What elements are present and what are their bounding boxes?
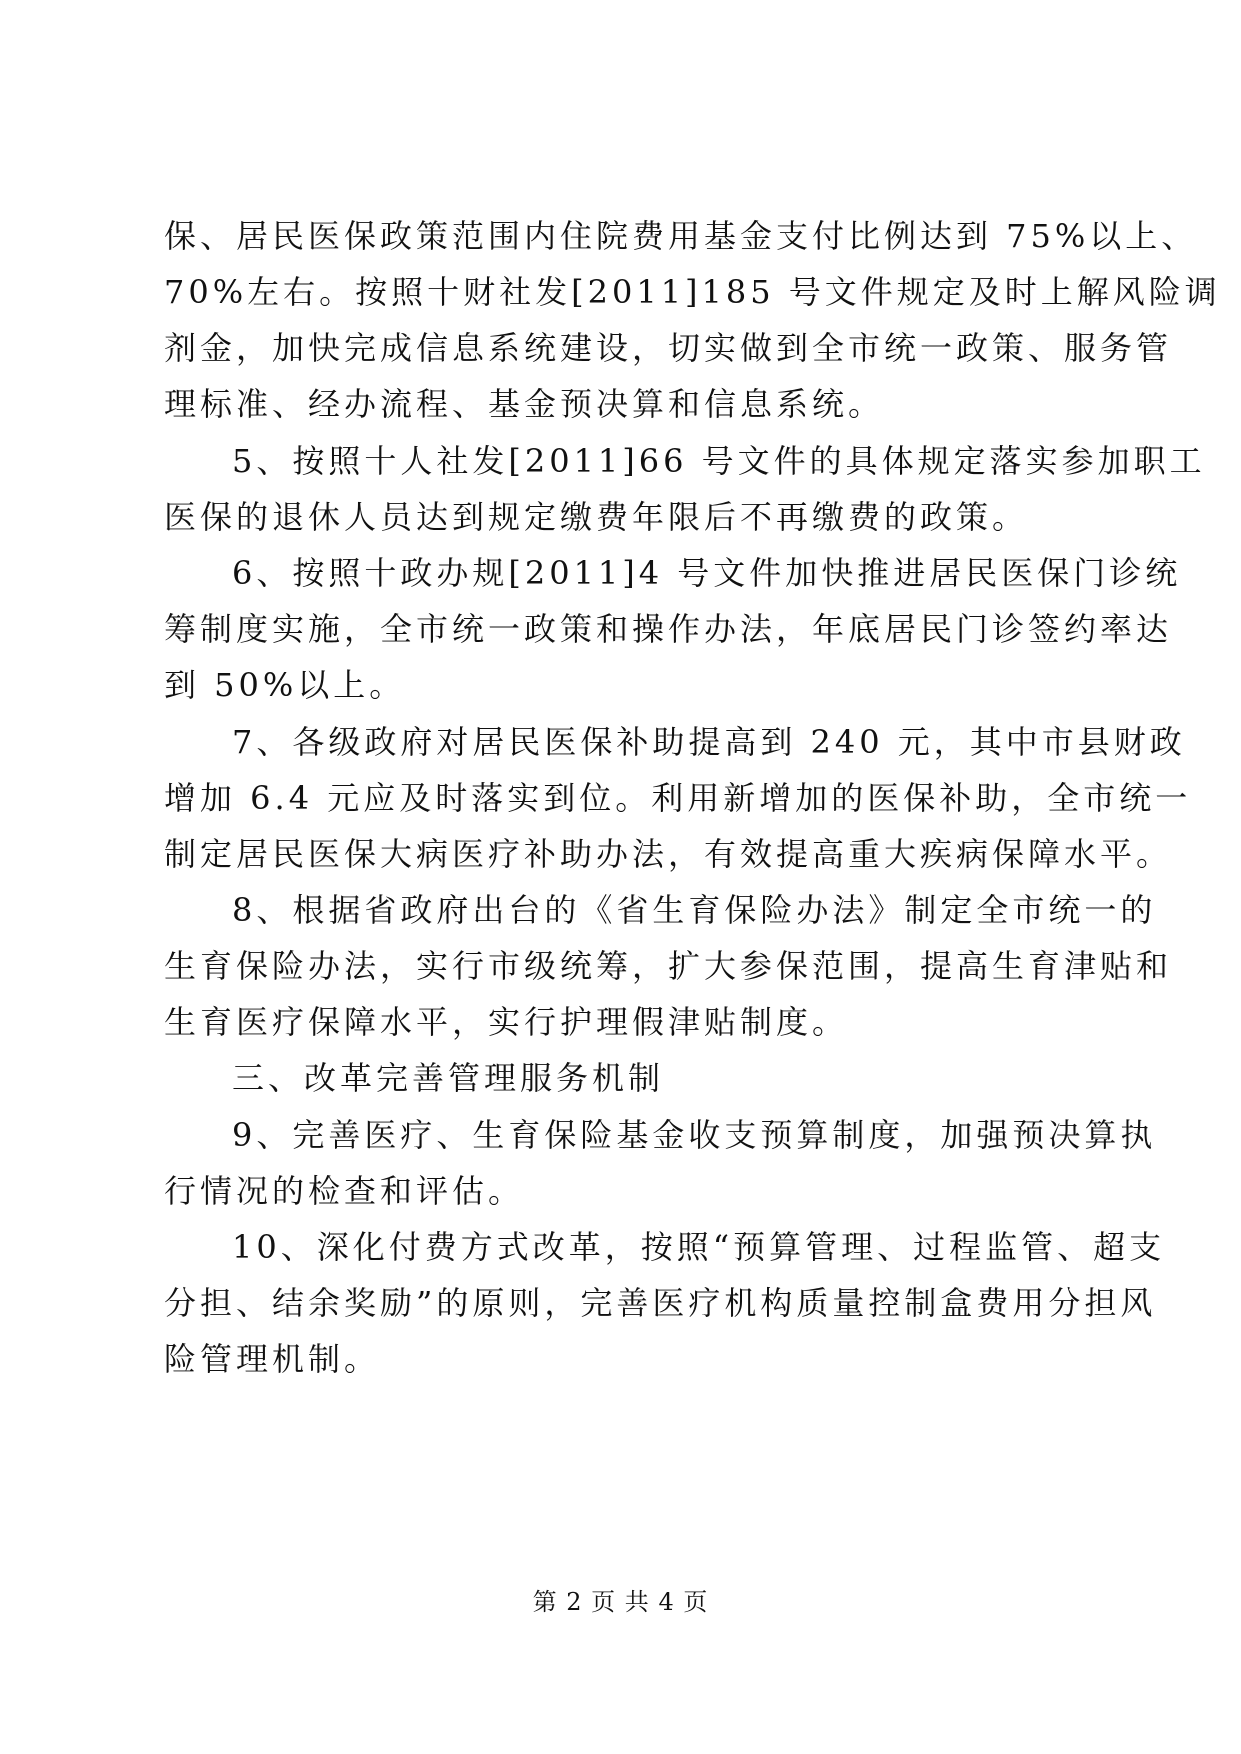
section-heading: 三、改革完善管理服务机制 xyxy=(232,1059,665,1097)
paragraph-8-line: 8、根据省政府出台的《省生育保险办法》制定全市统一的 xyxy=(232,891,1157,929)
body-text-line: 险管理机制。 xyxy=(164,1340,381,1378)
paragraph-6-line: 6、按照十政办规[2011]4 号文件加快推进居民医保门诊统 xyxy=(232,554,1182,592)
body-text-line: 制定居民医保大病医疗补助办法，有效提高重大疾病保障水平。 xyxy=(164,835,1173,873)
page-number-footer: 第 2 页 共 4 页 xyxy=(532,1588,709,1616)
body-text-line: 70%左右。按照十财社发[2011]185 号文件规定及时上解风险调 xyxy=(164,273,1221,311)
paragraph-5-line: 5、按照十人社发[2011]66 号文件的具体规定落实参加职工 xyxy=(232,442,1206,480)
body-text-line: 生育保险办法，实行市级统筹，扩大参保范围，提高生育津贴和 xyxy=(164,947,1173,985)
body-text-line: 筹制度实施，全市统一政策和操作办法，年底居民门诊签约率达 xyxy=(164,610,1173,648)
body-text-line: 生育医疗保障水平，实行护理假津贴制度。 xyxy=(164,1003,849,1041)
body-text-line: 到 50%以上。 xyxy=(164,666,406,704)
body-text-line: 保、居民医保政策范围内住院费用基金支付比例达到 75%以上、 xyxy=(164,217,1198,255)
body-text-line: 理标准、经办流程、基金预决算和信息系统。 xyxy=(164,385,885,423)
paragraph-7-line: 7、各级政府对居民医保补助提高到 240 元，其中市县财政 xyxy=(232,723,1186,761)
body-text-line: 分担、结余奖励”的原则，完善医疗机构质量控制盒费用分担风 xyxy=(164,1284,1157,1322)
body-text-line: 医保的退休人员达到规定缴费年限后不再缴费的政策。 xyxy=(164,498,1029,536)
paragraph-10-line: 10、深化付费方式改革，按照“预算管理、过程监管、超支 xyxy=(232,1228,1166,1266)
body-text-line: 增加 6.4 元应及时落实到位。利用新增加的医保补助，全市统一 xyxy=(164,779,1192,817)
paragraph-9-line: 9、完善医疗、生育保险基金收支预算制度，加强预决算执 xyxy=(232,1116,1157,1154)
body-text-line: 行情况的检查和评估。 xyxy=(164,1172,525,1210)
body-text-line: 剂金，加快完成信息系统建设，切实做到全市统一政策、服务管 xyxy=(164,329,1173,367)
